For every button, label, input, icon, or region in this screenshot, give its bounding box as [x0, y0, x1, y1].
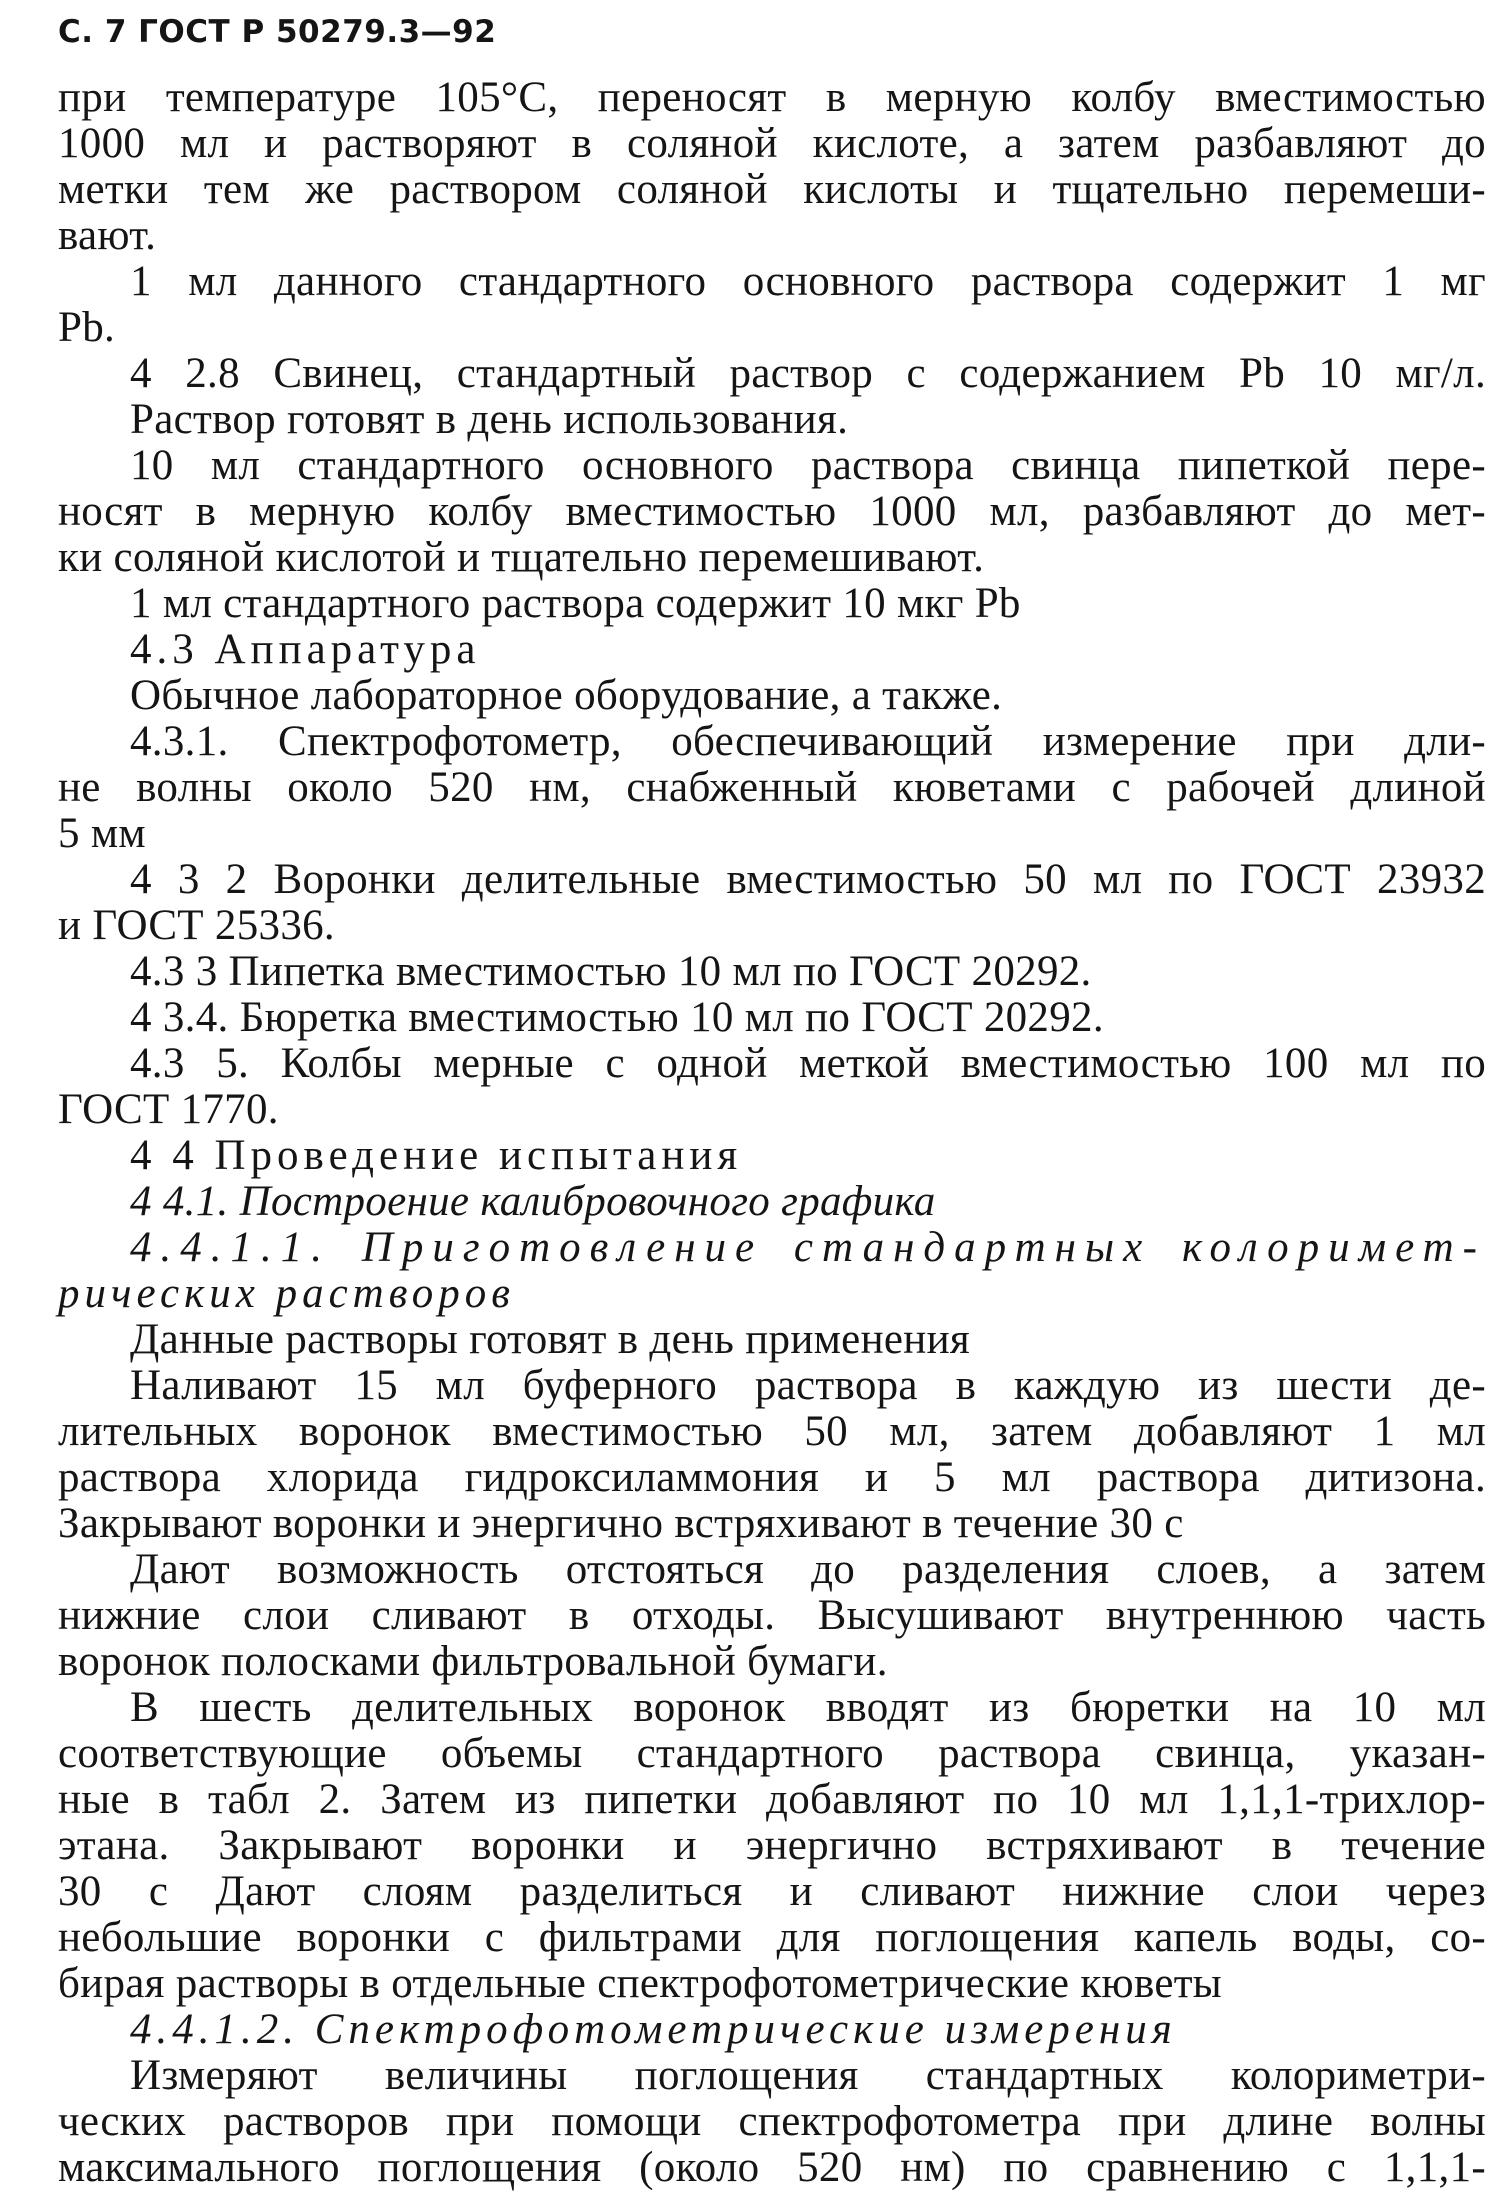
text-line: 4 4.1. Построение калибровочного графика	[130, 1178, 936, 1225]
text-line: 4 3 2 Воронки делительные вместимостью 50 мл по ГОСТ 23932	[130, 856, 1486, 903]
text-line: 4.4.1.1. Приготовление стандартных колоримет-	[130, 1224, 1486, 1271]
text-line: небольшие воронки с фильтрами для поглощения капель воды, со-	[58, 1914, 1486, 1961]
text-line: воронок полосками фильтровальной бумаги.	[58, 1638, 888, 1685]
text-line: Измеряют величины поглощения стандартных колориметри-	[130, 2052, 1486, 2099]
text-line: Обычное лабораторное оборудование, а также.	[130, 672, 1003, 719]
text-line: Раствор готовят в день использования.	[130, 396, 849, 443]
text-line: бирая растворы в отдельные спектрофотометрические кюветы	[58, 1960, 1222, 2007]
text-line: 1000 мл и растворяют в соляной кислоте, а затем разбавляют до	[58, 120, 1486, 167]
text-line: 4.3.1. Спектрофотометр, обеспечивающий измерение при дли-	[130, 718, 1486, 765]
text-line: ные в табл 2. Затем из пипетки добавляют по 10 мл 1,1,1-трихлор-	[58, 1776, 1486, 1823]
text-line: соответствующие объемы стандартного раствора свинца, указан-	[58, 1730, 1486, 1777]
text-line: метки тем же раствором соляной кислоты и тщательно перемеши-	[58, 166, 1486, 213]
text-line: 30 с Дают слоям разделиться и сливают нижние слои через	[58, 1868, 1486, 1915]
text-line: 4.3 3 Пипетка вместимостью 10 мл по ГОСТ 20292.	[130, 948, 1092, 995]
text-line: 4.3 Аппаратура	[130, 626, 481, 673]
text-line: не волны около 520 нм, снабженный кюветами с рабочей длиной	[58, 764, 1486, 811]
text-line: 1 мл данного стандартного основного раствора содержит 1 мг	[130, 258, 1486, 305]
text-line: 4 2.8 Свинец, стандартный раствор с содержанием Pb 10 мг/л.	[130, 350, 1486, 397]
text-line: Pb.	[58, 304, 116, 351]
text-line: ки соляной кислотой и тщательно перемешивают.	[58, 534, 985, 581]
text-line: Данные растворы готовят в день применения	[130, 1316, 970, 1363]
text-line: этана. Закрывают воронки и энергично встряхивают в течение	[58, 1822, 1486, 1869]
text-line: 4.4.1.2. Спектрофотометрические измерения	[130, 2006, 1177, 2053]
text-line: рических растворов	[58, 1270, 515, 1317]
text-line: вают.	[58, 212, 157, 259]
text-line: 4 3.4. Бюретка вместимостью 10 мл по ГОСТ 20292.	[130, 994, 1104, 1041]
text-line: ГОСТ 1770.	[58, 1086, 279, 1133]
text-line: ческих растворов при помощи спектрофотометра при длине волны	[58, 2098, 1486, 2145]
running-header: С. 7 ГОСТ Р 50279.3—92	[58, 14, 497, 50]
text-line: нижние слои сливают в отходы. Высушивают внутреннюю часть	[58, 1592, 1486, 1639]
text-line: Закрывают воронки и энергично встряхивают в течение 30 с	[58, 1500, 1184, 1547]
text-line: 4.3 5. Колбы мерные с одной меткой вместимостью 100 мл по	[130, 1040, 1486, 1087]
text-line: носят в мерную колбу вместимостью 1000 мл, разбавляют до мет-	[58, 488, 1486, 535]
text-line: и ГОСТ 25336.	[58, 902, 335, 949]
text-line: Дают возможность отстояться до разделения слоев, а затем	[130, 1546, 1486, 1593]
text-line: максимального поглощения (около 520 нм) по сравнению с 1,1,1-	[58, 2144, 1486, 2191]
text-line: лительных воронок вместимостью 50 мл, затем добавляют 1 мл	[58, 1408, 1486, 1455]
text-line: В шесть делительных воронок вводят из бюретки на 10 мл	[130, 1684, 1486, 1731]
text-line: раствора хлорида гидроксиламмония и 5 мл раствора дитизона.	[58, 1454, 1486, 1501]
text-line: 10 мл стандартного основного раствора свинца пипеткой пере-	[130, 442, 1486, 489]
text-line: 5 мм	[58, 810, 146, 857]
text-line: Наливают 15 мл буферного раствора в каждую из шести де-	[130, 1362, 1486, 1409]
text-line: 1 мл стандартного раствора содержит 10 мкг Pb	[130, 580, 1021, 627]
text-line: при температуре 105°С, переносят в мерную колбу вместимостью	[58, 74, 1486, 121]
text-line: 4 4 Проведение испытания	[130, 1132, 743, 1179]
